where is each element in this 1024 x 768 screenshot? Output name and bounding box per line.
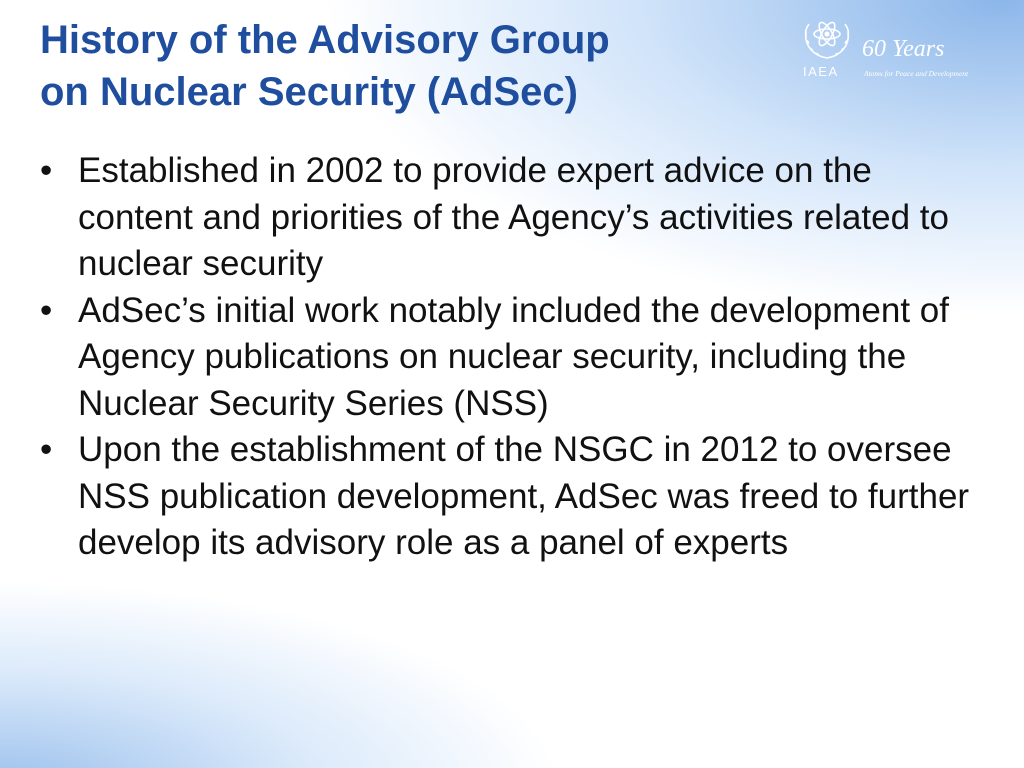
iaea-60-years-logo bbox=[800, 12, 1005, 82]
bullet-marker: • bbox=[40, 430, 53, 469]
bullet-list bbox=[40, 148, 990, 567]
title-line-2: on Nuclear Security (AdSec) bbox=[40, 70, 578, 114]
atom-emblem-icon bbox=[800, 12, 854, 62]
logo-anniversary: 60 Years bbox=[862, 36, 945, 62]
bullet-marker: • bbox=[40, 290, 53, 330]
slide-title bbox=[40, 14, 610, 118]
bullet-text: Established in 2002 to provide expert advice on the content and priorities of the Agency’s activities related to nuclear security bbox=[78, 151, 949, 283]
logo-org-name: IAEA bbox=[803, 64, 839, 79]
list-item bbox=[40, 288, 990, 428]
logo-tagline: Atoms for Peace and Development bbox=[864, 69, 969, 78]
bullet-marker: • bbox=[40, 151, 53, 190]
bullet-text: AdSec’s initial work notably included the development of Agency publications on nuclear security, including the Nuclear Security Series (NSS) bbox=[78, 290, 949, 423]
list-item bbox=[40, 427, 990, 567]
bullet-text: Upon the establishment of the NSGC in 2012 to oversee NSS publication development, AdSec was freed to further develop its advisory role as a panel of experts bbox=[78, 430, 970, 562]
list-item bbox=[40, 148, 990, 288]
title-line-1: History of the Advisory Group bbox=[40, 18, 610, 62]
